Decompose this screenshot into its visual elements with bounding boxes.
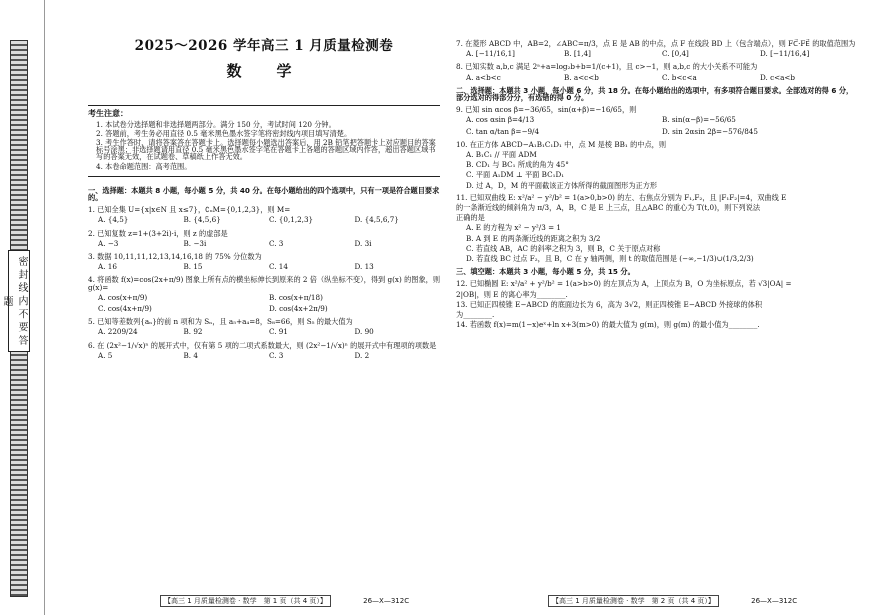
right-column <box>456 40 858 331</box>
binding-margin <box>0 0 45 615</box>
question-1: 1. 已知全集 U={x|x∈N 且 x≤7}，∁ᵤM={0,1,2,3}，则 M= <box>88 205 291 215</box>
option: C. 若直线 AB，AC 的斜率之积为 3，则 B，C 关于原点对称 <box>466 243 661 253</box>
option: B. CD₁ 与 BC₁ 所成的角为 45° <box>466 160 569 170</box>
left-column <box>88 40 440 365</box>
option: D. 90 <box>354 327 374 337</box>
question-11-line-3: 正确的是 <box>456 213 485 223</box>
option: A. 2209/24 <box>98 327 138 337</box>
notice-heading: 考生注意： <box>88 108 128 118</box>
question-6: 6. 在 (2x²−1/√x)ⁿ 的展开式中，仅有第 5 项的二项式系数最大，则 (2x²−1/√x)ⁿ 的展开式中有理项的项数是 <box>88 340 437 350</box>
option: D. [−11/16,4] <box>760 49 810 59</box>
question-12-line-2: 2|OB|，则 E 的离心率为________. <box>456 289 568 299</box>
section-1-title: 一、选择题：本题共 8 小题，每小题 5 分，共 40 分。在每小题给出的四个选项中，只有一项是符合题目要求的。 <box>88 185 440 202</box>
question-13-line-2: 为________. <box>456 310 495 320</box>
question-3: 3. 数据 10,11,11,12,13,14,16,18 的 75% 分位数为 <box>88 251 262 261</box>
option: B. a<c<b <box>564 72 599 82</box>
question-4: 4. 将函数 f(x)=cos(2x+π/9) 图象上所有点的横坐标伸长到原来的 2 倍（纵坐标不变），得到 g(x) 的图象，则 g(x)= <box>88 275 441 292</box>
question-10-options <box>466 151 858 189</box>
question-11-options <box>466 224 858 262</box>
option: D. {4,5,6,7} <box>354 215 399 225</box>
option: A. E 的方程为 x² − y²/3 = 1 <box>466 223 561 233</box>
option: B. 4 <box>183 350 198 360</box>
option: A. B₁C₁ // 平面 ADM <box>466 150 537 160</box>
question-6-options <box>98 352 440 359</box>
option: D. sin 2αsin 2β=−576/845 <box>662 126 758 136</box>
question-2-options <box>98 240 440 247</box>
option: B. sin(α−β)=−56/65 <box>662 115 736 125</box>
question-8: 8. 已知实数 a,b,c 满足 2ᵃ+a=log₂b+b=1/(c+1)，且 c>−1，则 a,b,c 的大小关系不可能为 <box>456 62 758 72</box>
option: C. 14 <box>269 262 288 272</box>
option: B. 92 <box>183 327 203 337</box>
option: D. c<a<b <box>760 72 796 82</box>
option: B. 15 <box>183 262 203 272</box>
section-3-title: 三、填空题：本题共 3 小题，每小题 5 分，共 15 分。 <box>456 267 635 277</box>
option: C. cos(4x+π/9) <box>98 303 152 313</box>
question-4-options <box>98 294 440 312</box>
option: C. [0,4] <box>662 49 689 59</box>
option: D. 3i <box>354 238 372 248</box>
option: B. cos(x+π/18) <box>269 292 323 302</box>
option: A. cos αsin β=4/13 <box>466 115 535 125</box>
option: A. [−11/16,1] <box>466 49 515 59</box>
question-14: 14. 若函数 f(x)=m(1−x)eˣ+ln x+3(m>0) 的最大值为 g(m)，则 g(m) 的最小值为________. <box>456 320 760 330</box>
option: B. [1,4] <box>564 49 591 59</box>
option: D. 13 <box>354 262 374 272</box>
question-10: 10. 在正方体 ABCD−A₁B₁C₁D₁ 中，点 M 是棱 BB₁ 的中点，则 <box>456 139 667 149</box>
option: A. cos(x+π/9) <box>98 292 148 302</box>
option: A. −3 <box>98 238 119 248</box>
question-9-options <box>466 116 858 134</box>
question-5-options <box>98 328 440 335</box>
seal-line-notice: 密 封 线 内 不 要 答 题 <box>8 250 30 352</box>
question-7: 7. 在菱形 ABCD 中，AB=2，∠ABC=π/3，点 E 是 AB 的中点，点 F 在线段 BD 上（包含端点），则 FC⃗·FE⃗ 的取值范围为 <box>456 39 856 48</box>
question-1-options <box>98 216 440 223</box>
footer-code: 26—X—312C <box>751 597 798 605</box>
option: C. tan α/tan β=−9/4 <box>466 126 540 136</box>
question-3-options <box>98 263 440 270</box>
option: A. {4,5} <box>98 215 129 225</box>
notice-item: 1. 本试卷分选择题和非选择题两部分。满分 150 分，考试时间 120 分钟。 <box>96 119 336 129</box>
question-5: 5. 已知等差数列{aₙ}的前 n 项和为 Sₙ，且 a₅+a₄=8，S₈=66，则 S₅ 的最大值为 <box>88 317 353 327</box>
subject-title: 数 学 <box>226 61 302 80</box>
question-9: 9. 已知 sin αcos β=−36/65，sin(α+β)=−16/65，则 <box>456 105 637 115</box>
option: C. 平面 A₁DM ⊥ 平面 BC₁D₁ <box>466 170 565 180</box>
option: B. −3i <box>183 238 207 248</box>
question-7-options <box>466 50 858 57</box>
notice-item: 2. 答题前，考生务必用直径 0.5 毫米黑色墨水签字笔将密封线内项目填写清楚。 <box>96 128 352 138</box>
option: A. a<b<c <box>466 72 501 82</box>
exam-title: 2025～2026 学年高三 1 月质量检测卷 <box>134 38 394 54</box>
notice-item: 4. 本卷命题范围：高考范围。 <box>96 161 192 171</box>
option: C. {0,1,2,3} <box>269 215 314 225</box>
question-11-line-2: 的一条渐近线的倾斜角为 π/3，A，B，C 是 E 上三点，且△ABC 的重心为 T(t,0)，则下列说法 <box>456 203 761 213</box>
question-2: 2. 已知复数 z=1+(3+2i)·i，则 z 的虚部是 <box>88 228 228 238</box>
option: A. 16 <box>98 262 117 272</box>
question-12-line-1: 12. 已知椭圆 E: x²/a² + y²/b² = 1(a>b>0) 的左顶点为 A，上顶点为 B，O 为坐标原点，若 √3|OA| = <box>456 279 792 289</box>
option: D. 若直线 BC 过点 F₂，且 B，C 在 y 轴两侧，则 t 的取值范围是 (−∞,−1/3)∪(1/3,2/3) <box>466 254 754 264</box>
option: C. 3 <box>269 350 284 360</box>
option: B. {4,5,6} <box>183 215 221 225</box>
option: A. 5 <box>98 350 113 360</box>
footer-page-label: 【高三 1 月质量检测卷 · 数学 第 1 页（共 4 页）】 <box>160 595 331 607</box>
notice-box <box>88 105 440 177</box>
footer-code: 26—X—312C <box>363 597 410 605</box>
question-13-line-1: 13. 已知正四棱锥 E−ABCD 的底面边长为 6，高为 3√2，则正四棱锥 E−ABCD 外接球的体积 <box>456 299 763 309</box>
option: C. 3 <box>269 238 284 248</box>
footer-left <box>160 596 409 606</box>
option: B. A 到 E 的两条渐近线的距离之积为 3/2 <box>466 233 601 243</box>
question-8-options <box>466 74 858 81</box>
option: D. 过 A，D，M 的平面截该正方体所得的截面图形为正方形 <box>466 180 658 190</box>
option: D. 2 <box>354 350 370 360</box>
option: D. cos(4x+2π/9) <box>269 303 328 313</box>
option: C. 91 <box>269 327 288 337</box>
notice-item: 3. 考生作答时，请将答案答在答题卡上。选择题每小题选出答案后，用 2B 铅笔把答题卡上对应题目的答案标号涂黑；非选择题请用直径 0.5 毫米黑色墨水签字笔在答题卡上各题的答题区域内作答，超出答题区域书写的答案无效，在试题卷、草稿纸上作答无效。 <box>96 137 436 162</box>
section-2-title: 二、选择题：本题共 3 小题，每小题 6 分，共 18 分。在每小题给出的选项中，有多项符合题目要求。全部选对的得 6 分，部分选对的得部分分，有选错的得 0 分。 <box>456 85 854 103</box>
option: C. b<c<a <box>662 72 697 82</box>
question-11-line-1: 11. 已知双曲线 E: x²/a² − y²/b² = 1(a>0,b>0) 的左、右焦点分别为 F₁,F₂，且 |F₁F₂|=4，双曲线 E <box>456 192 787 202</box>
footer-page-label: 【高三 1 月质量检测卷 · 数学 第 2 页（共 4 页）】 <box>548 595 719 607</box>
footer-right <box>548 596 797 606</box>
